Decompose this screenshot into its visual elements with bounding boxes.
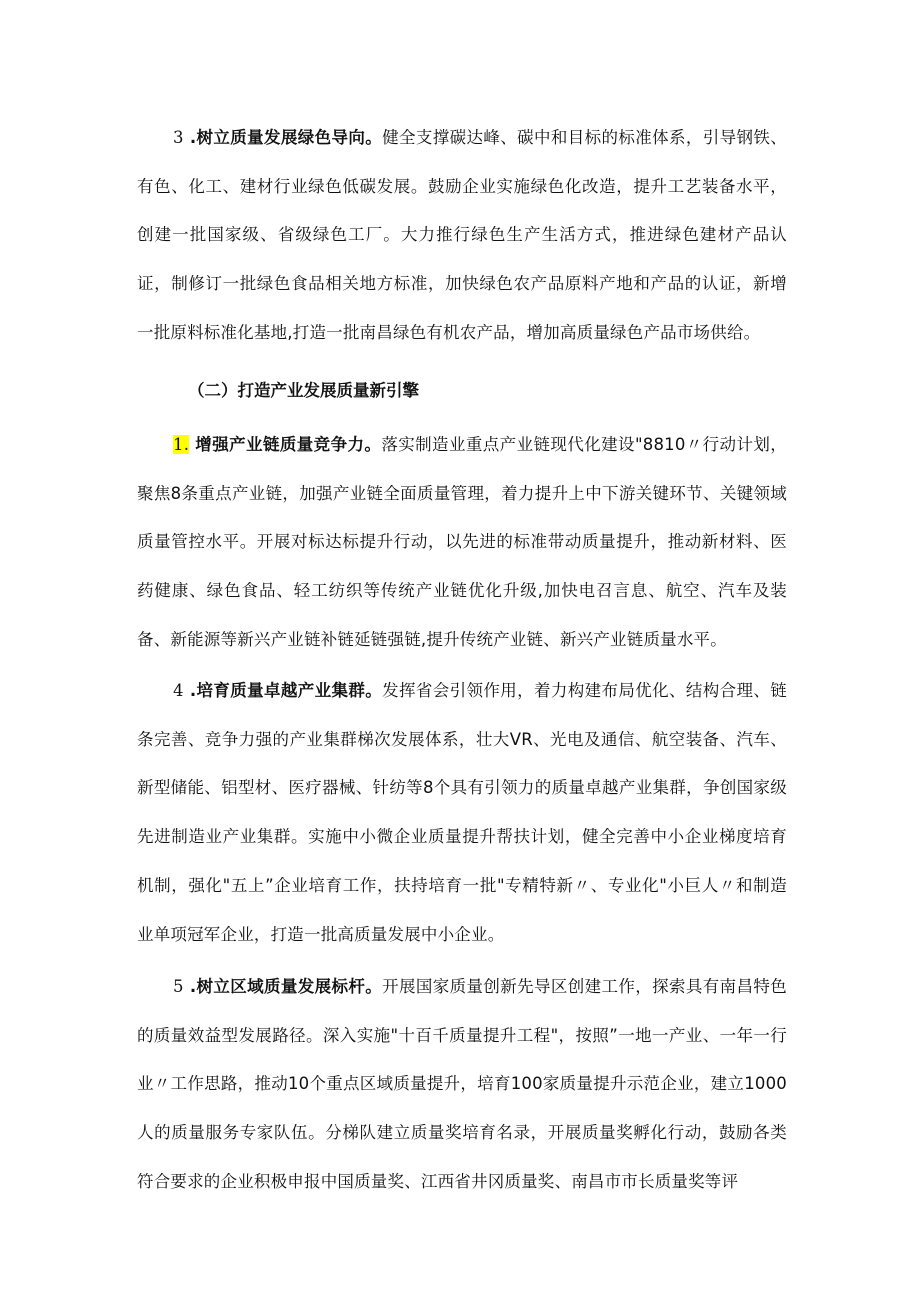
paragraph-3-number: 3 — [173, 128, 184, 147]
paragraph-1-lead: 增强产业链质量竞争力。 — [189, 435, 382, 454]
paragraph-3-body: 健全支撑碳达峰、碳中和目标的标准体系，引导钢铁、有色、化工、建材行业绿色低碳发展。鼓励企业实施绿色化改造，提升工艺装备水平，创建一批国家级、省级绿色工厂。大力推行绿色生产生活方式，推进绿色建材产品认证，制修订一批绿色食品相关地方标准，加快绿色农产品原料产地和产品的认证，新增一批原料标准化基地,打造一批南昌绿色有机农产品，增加高质量绿色产品市场供给。 — [137, 128, 787, 342]
paragraph-3 — [137, 114, 787, 358]
paragraph-3-lead: .树立质量发展绿色导向。 — [183, 128, 383, 147]
paragraph-4-body: 发挥省会引领作用，着力构建布局优化、结构合理、链条完善、竞争力强的产业集群梯次发展体系，壮大VR、光电及通信、航空装备、汽车、新型储能、铝型材、医疗器械、针纺等8个具有引领力的质量卓越产业集群，争创国家级先进制造业产业集群。实施中小微企业质量提升帮扶计划，健全完善中小企业梯度培育机制，强化"五上”企业培育工作，扶持培育一批"专精特新〃、专业化"小巨人〃和制造业单项冠军企业，打造一批高质量发展中小企业。 — [137, 681, 787, 944]
paragraph-4-lead: .培育质量卓越产业集群。 — [183, 681, 383, 700]
paragraph-4 — [137, 667, 787, 959]
paragraph-1-number: 1. — [173, 435, 190, 454]
section-heading-2: （二）打造产业发展质量新引擎 — [188, 381, 419, 400]
paragraph-5-number: 5 — [173, 977, 184, 996]
paragraph-1 — [137, 421, 787, 665]
paragraph-5-lead: .树立区域质量发展标杆。 — [183, 977, 383, 996]
paragraph-5 — [137, 963, 787, 1207]
paragraph-1-body: 落实制造业重点产业链现代化建设"8810〃行动计划，聚焦8条重点产业链，加强产业链全面质量管理，着力提升上中下游关键环节、关键领域质量管控水平。开展对标达标提升行动，以先进的标准带动质量提升，推动新材料、医药健康、绿色食品、轻工纺织等传统产业链优化升级,加快电召言息、航空、汽车及装备、新能源等新兴产业链补链延链强链,提升传统产业链、新兴产业链质量水平。 — [137, 435, 787, 649]
paragraph-4-number: 4 — [173, 681, 184, 700]
paragraph-5-body: 开展国家质量创新先导区创建工作，探索具有南昌特色的质量效益型发展路径。深入实施"十百千质量提升工程"，按照”一地一产业、一年一行业〃工作思路，推动10个重点区域质量提升，培育100家质量提升示范企业，建立1000人的质量服务专家队伍。分梯队建立质量奖培育名录，开展质量奖孵化行动，鼓励各类符合要求的企业积极申报中国质量奖、江西省井冈质量奖、南昌市市长质量奖等评 — [137, 977, 787, 1191]
